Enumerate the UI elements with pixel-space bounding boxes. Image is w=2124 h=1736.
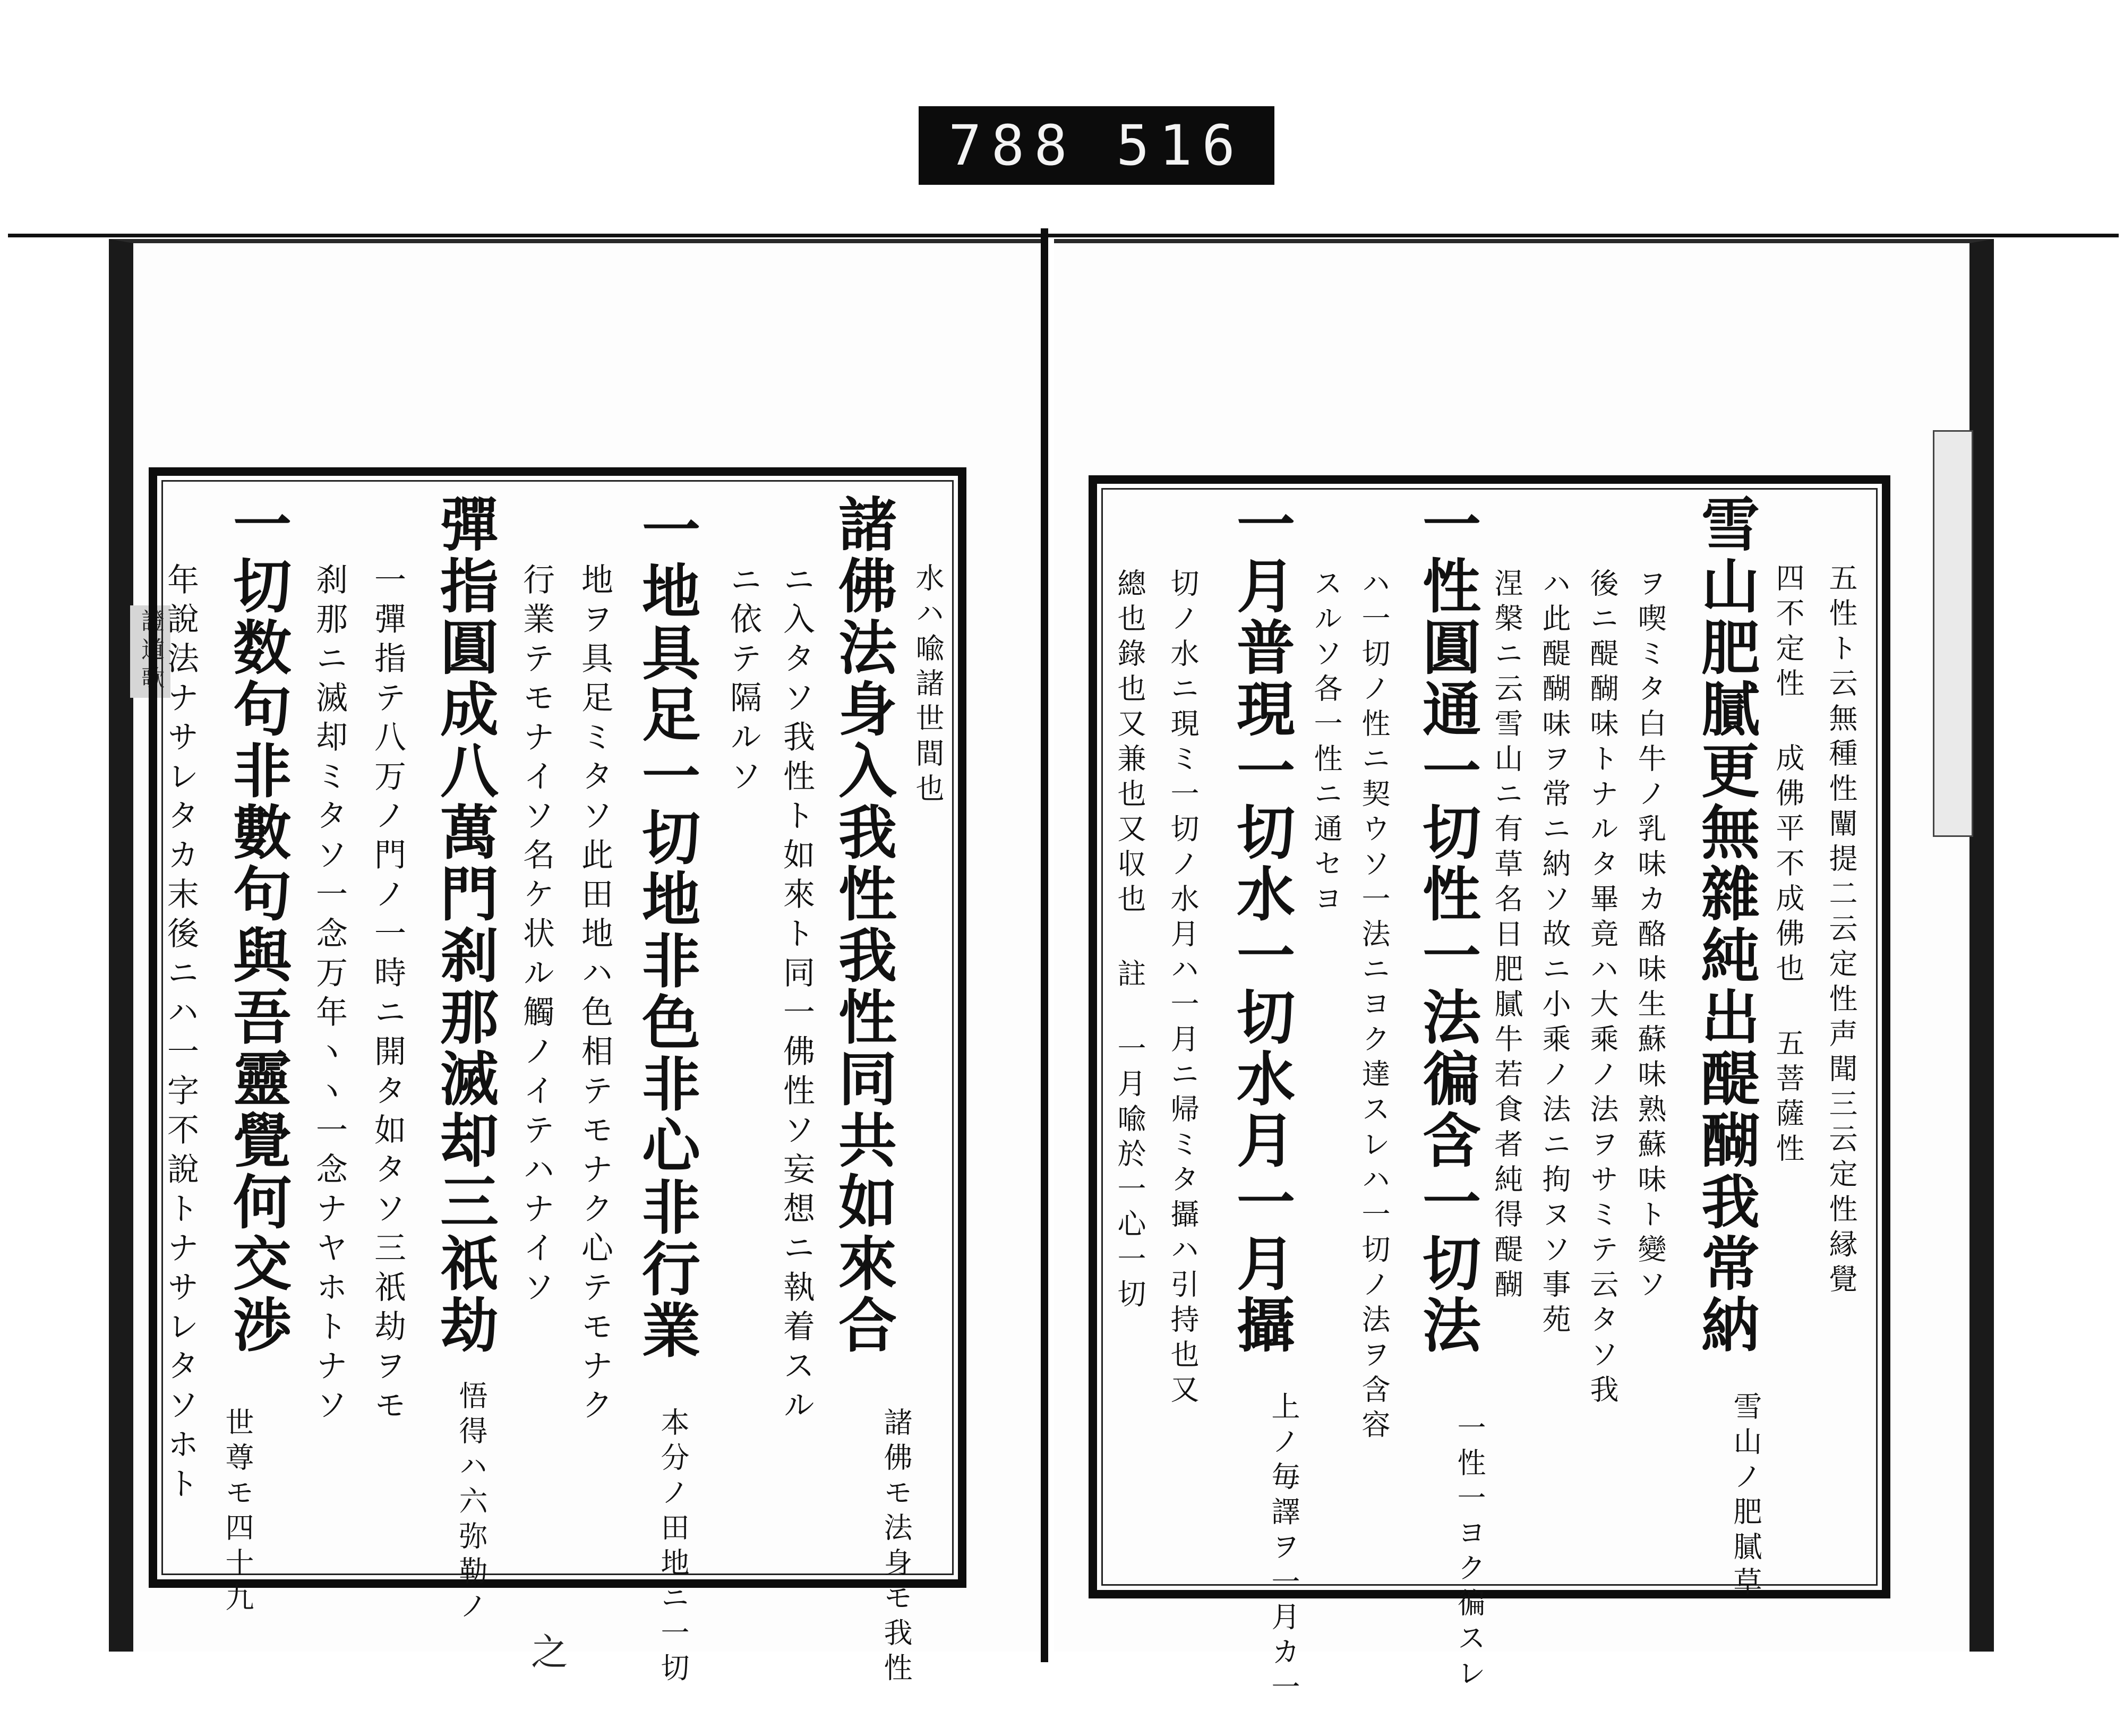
right-col-4: ヲ喫ミタ白牛ノ乳味カ酪味生蘇味熟蘇味ト變ソ [1633,568,1667,1304]
right-col-5: 後ニ醍醐味トナルタ畢竟ハ大乘ノ法ヲサミテ云タソ我 [1586,568,1619,1409]
left-col-8: 彈指圓成八萬門刹那滅却三祇劫 [431,494,499,1356]
left-col-9: 一彈指テ八万ノ門ノ一時ニ開タ如タソ三祇劫ヲモ [369,563,406,1427]
right-col-13: 總也錄也又兼也又収也 註 一月喩於一心一切 [1113,568,1146,1314]
right-col-1: 五性ト云無種性闡提二云定性声聞三云定性縁覺 [1825,563,1858,1299]
left-col-10: 刹那ニ滅却ミタソ一念万年ヽヽ一念ナヤホトナソ [311,563,348,1427]
left-margin-stamp: 證道歌 [130,605,170,698]
left-col-11: 一切数句非數句與吾靈覺何交渉 [224,494,292,1356]
left-note-1: 諸佛モ法身モ我性 [879,1407,913,1688]
book-gutter [1041,228,1048,1662]
right-col-9: ハ一切ノ性ニ契ウソ一法ニヨク達スレハ一切ノ法ヲ含容 [1357,568,1391,1444]
right-col-8: 一性圓通一切性一法徧含一切法 [1413,494,1481,1356]
right-col-3: 雪山肥膩更無雜純出醍醐我常納 [1692,494,1760,1356]
left-note-3: 悟得ハ六弥勒ノ [455,1381,488,1626]
right-col-7: 涅槃ニ云雪山ニ有草名日肥膩牛若食者純得醍醐 [1490,568,1523,1304]
folio-mark: 之 [531,1630,568,1674]
right-col-10: スルソ各一性ニ通セヨ [1309,568,1343,919]
right-note-3: 上ノ毎譯ヲ一月カ一 [1267,1391,1300,1707]
right-note-2: 一性一ヨク徧スレ [1453,1413,1486,1693]
right-col-12: 切ノ水ニ現ミ一切ノ水月ハ一月ニ帰ミタ攝ハ引持也又 [1166,568,1200,1409]
right-note-1: 雪山ノ肥膩草 [1729,1391,1762,1602]
left-note-2: 本分ノ田地ニ一切 [656,1407,690,1688]
right-col-6: ハ此醍醐味ヲ常ニ納ソ故ニ小乘ノ法ニ拘ヌソ事苑 [1538,568,1571,1339]
left-col-2: 諸佛法身入我性我性同共如來合 [829,494,897,1356]
left-col-1: 水ハ喩諸世間也 [911,563,945,808]
left-col-3: ニ入タソ我性ト如來ト同一佛性ソ妄想ニ執着スル [778,563,815,1427]
left-col-5: 一地具足一切地非色非心非行業 [632,499,701,1362]
volume-number: 516 [1116,113,1245,178]
left-col-6: 地ヲ具足ミタソ此田地ハ色相テモナク心テモナク [576,563,613,1427]
right-edge-tab [1933,430,1973,837]
left-col-7: 行業テモナイソ名ケ状ル觸ノイテハナイソ [518,563,555,1310]
right-col-2: 四不定性 成佛平不成佛也 五菩薩性 [1771,563,1805,1168]
call-number: 788 [948,113,1077,178]
right-col-11: 一月普現一切水一切水月一月攝 [1227,494,1296,1356]
left-col-4: ニ依テ隔ルソ [725,563,762,799]
archive-call-number-label [919,106,1274,185]
right-page-frame [1089,475,1890,1598]
left-note-4: 世尊モ四十九 [221,1407,254,1618]
left-col-12: 年說法ナサレタカ末後ニハ一字不說トナサレタソホト [162,563,199,1506]
